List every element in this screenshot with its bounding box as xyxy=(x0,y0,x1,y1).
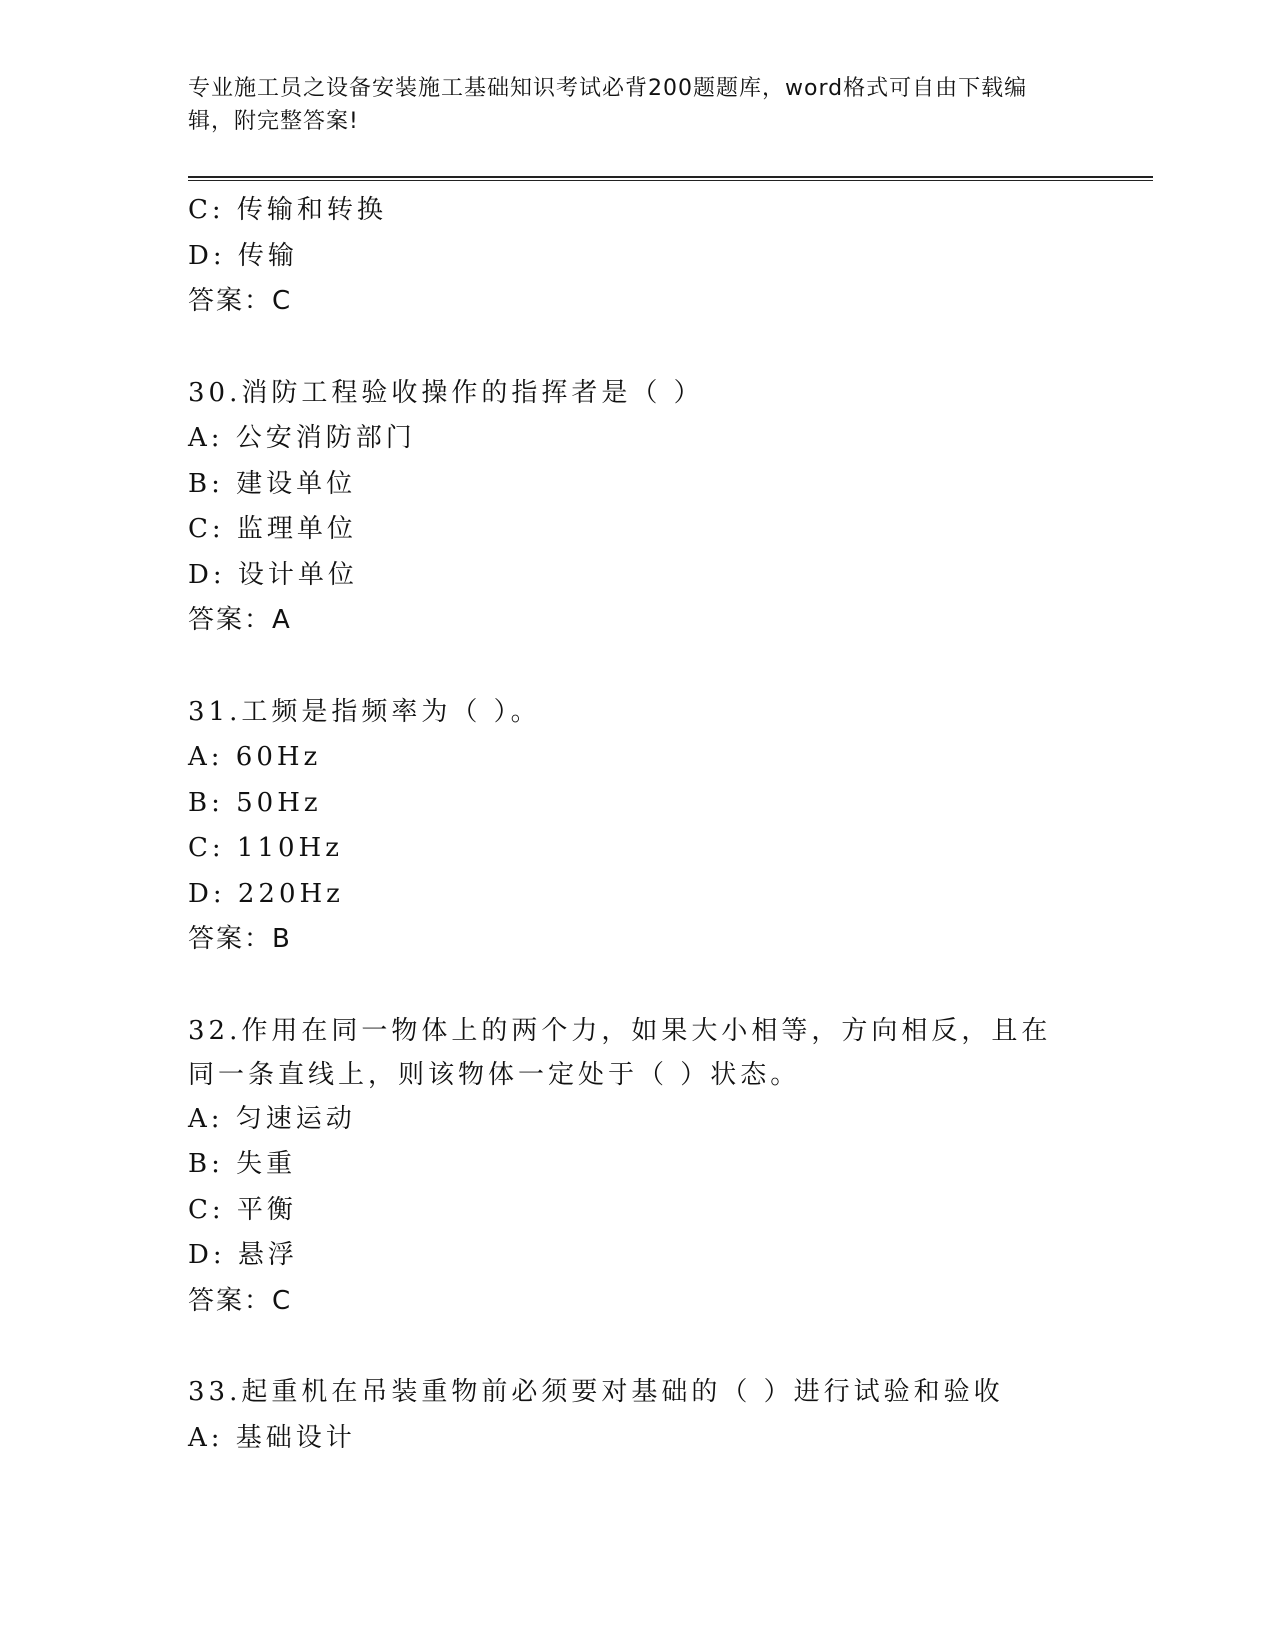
option-a: A: 60Hz xyxy=(188,742,322,772)
option-a: A: 基础设计 xyxy=(188,1422,356,1453)
answer-line: 答案：B xyxy=(188,924,292,954)
answer-line: 答案：C xyxy=(188,1285,293,1316)
option-d: D: 220Hz xyxy=(188,878,344,909)
header-divider xyxy=(188,176,1153,181)
answer-line: 答案：C xyxy=(188,286,293,316)
question-text: 32.作用在同一物体上的两个力，如果大小相等，方向相反，且在同一条直线上，则该物体一定处于（ ）状态。 xyxy=(188,1015,1052,1090)
option-c: C: 传输和转换 xyxy=(188,195,387,225)
spacer xyxy=(188,963,1088,1009)
document-header: 专业施工员之设备安装施工基础知识考试必背200题题库，word格式可自由下载编辑，附完整答案! xyxy=(188,76,1028,134)
spacer xyxy=(188,644,1088,690)
question-text: 31.工频是指频率为（ ）。 xyxy=(188,696,541,727)
spacer xyxy=(188,1324,1088,1370)
option-d: D: 设计单位 xyxy=(188,559,358,590)
option-d: D: 悬浮 xyxy=(188,1240,298,1270)
option-b: B: 建设单位 xyxy=(188,468,357,499)
question-text: 30.消防工程验收操作的指挥者是（ ） xyxy=(188,377,704,408)
option-c: C: 平衡 xyxy=(188,1194,297,1225)
option-b: B: 50Hz xyxy=(188,787,322,818)
option-a: A: 公安消防部门 xyxy=(188,423,416,453)
option-a: A: 匀速运动 xyxy=(188,1103,356,1134)
answer-line: 答案：A xyxy=(188,605,292,635)
question-text: 33.起重机在吊装重物前必须要对基础的（ ）进行试验和验收 xyxy=(188,1377,1004,1407)
option-d: D: 传输 xyxy=(188,240,298,271)
option-c: C: 110Hz xyxy=(188,833,343,863)
spacer xyxy=(188,325,1088,371)
option-c: C: 监理单位 xyxy=(188,514,357,544)
question-list xyxy=(188,188,1088,1461)
option-b: B: 失重 xyxy=(188,1149,297,1179)
